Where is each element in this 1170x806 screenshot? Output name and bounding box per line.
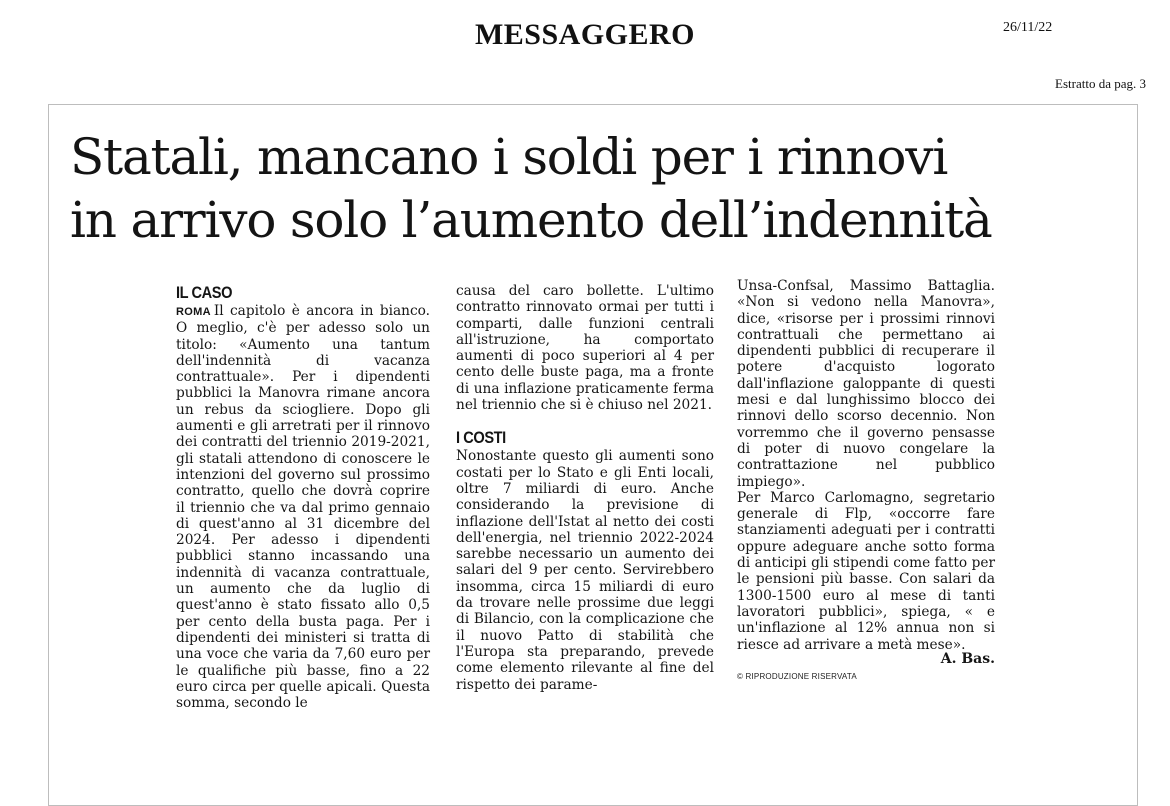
column-3-paragraph-b: Per Marco Carlomagno, segretario generale di Flp, «occorre fare stanziamenti adeguati per i contratti oppure adeguare anche sotto forma di anticipi gli stipendi come fatto per le pensioni più basse. Con salari da 1300-1500 euro al mese di tanti lavoratori pubblici», spiega, « e un'inflazione al 12% annua non si riesce ad arrivare a metà mese». [737,489,995,653]
article-column-2 [456,283,714,693]
copyright-notice: © RIPRODUZIONE RISERVATA [737,672,857,682]
article-column-3 [737,278,995,685]
headline-line-2: in arrivo solo l’aumento dell’indennità [70,191,992,249]
column-1-text: Il capitolo è ancora in bianco. O meglio, c'è per adesso solo un titolo: «Aumento una tantum dell'indennità di vacanza contrattuale». Per i dipendenti pubblici la Manovra rimane ancora un rebus da sciogliere. Dopo gli aumenti e gli arretrati per il rinnovo dei contratti del triennio 2019-2021, gli statali attendono di conoscere le intenzioni del governo sul prossimo contratto, quello che dovrà coprire il triennio che va dal primo gennaio di quest'anno al 31 dicembre del 2024. Per adesso i dipendenti pubblici stanno incassando una indennità di vacanza contrattuale, un aumento che da luglio di quest'anno è stato fissato allo 0,5 per cento della busta paga. Per i dipendenti dei ministeri si tratta di una voce che varia da 7,60 euro per le qualifiche più basse, fino a 22 euro circa per quelle apicali. Questa somma, secondo le [176,303,430,712]
article-column-1 [176,282,430,711]
newspaper-masthead: MESSAGGERO [474,18,696,51]
headline-line-1: Statali, mancano i soldi per i rinnovi [70,128,948,186]
section-title-i-costi: I COSTI [456,428,506,448]
publication-date: 26/11/22 [1003,20,1053,35]
section-title-il-caso: IL CASO [176,283,233,302]
column-2-paragraph-b: Nonostante questo gli aumenti sono costati per lo Stato e gli Enti locali, oltre 7 miliardi di euro. Anche considerando la previsione di inflazione dell'Istat al netto dei costi dell'energia, nel triennio 2022-2024 sarebbe necessario un aumento dei salari del 9 per cento. Servirebbero insomma, circa 15 miliardi di euro da trovare nelle prossime due leggi di Bilancio, con la complicazione che il nuovo Patto di stabilità che l'Europa sta preparando, prevede come elemento rilevante al fine del rispetto dei parame- [456,448,714,693]
column-1-paragraph [176,303,430,711]
column-2-paragraph-a: causa del caro bollette. L'ultimo contratto rinnovato ormai per tutti i comparti, dalle funzioni centrali all'istruzione, ha comportato aumenti di poco superiori al 4 per cento delle buste paga, ma a fronte di una inflazione praticamente ferma nel triennio che si è chiuso nel 2021. [456,283,714,414]
section-gap [456,413,714,427]
dateline: ROMA [176,306,211,318]
column-3-paragraph-a: Unsa-Confsal, Massimo Battaglia. «Non si vedono nella Manovra», dice, «risorse per i prossimi rinnovi contrattuali che permettano ai dipendenti pubblici di recuperare il potere d'acquisto logorato dall'inflazione galoppante di questi mesi e dal lunghissimo blocco dei rinnovi dello scorso decennio. Non vorremmo che il governo pensasse di poter di nuovo congelare la contrattazione nel pubblico impiego». [737,278,995,490]
page-extract-label: Estratto da pag. 3 [1055,76,1146,91]
author-signature: A. Bas. [940,650,995,667]
article-headline [70,126,1130,252]
